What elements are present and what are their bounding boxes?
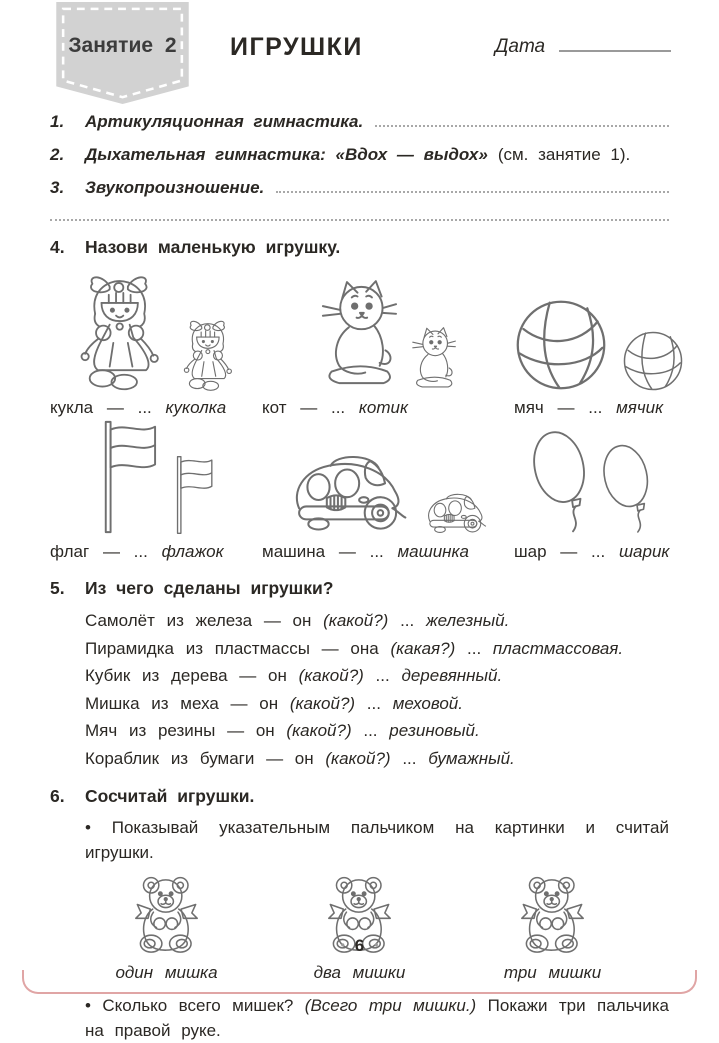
sentence-answer: пластмассовая. <box>492 638 624 658</box>
word-small: машинка <box>397 542 470 561</box>
word-large: машина <box>262 542 326 561</box>
sentence-question: (какой?) <box>325 748 391 768</box>
item-title: Дыхательная гимнастика: «Вдох — выдох» <box>85 145 488 164</box>
balloon-small-illustration <box>602 442 651 536</box>
ellipsis: ... <box>137 398 152 417</box>
bullet-icon: • <box>85 818 91 837</box>
cat-large-illustration <box>320 278 397 392</box>
bear-count-label: три мишки <box>503 963 602 982</box>
item-number: 1. <box>50 112 65 131</box>
pair-label <box>50 398 262 418</box>
counting-bears-row <box>70 873 649 983</box>
pair-label <box>262 542 514 562</box>
dash: — <box>106 398 124 417</box>
warmup-item-3 <box>50 178 669 198</box>
ellipsis: ... <box>588 398 603 417</box>
flag-large-illustration <box>98 418 158 536</box>
word-large: флаг <box>50 542 90 561</box>
date-label: Дата <box>495 36 546 57</box>
pair-images <box>262 424 514 536</box>
pair-balloon <box>514 418 669 562</box>
ellipsis: ... <box>400 611 415 630</box>
material-sentence <box>85 717 669 745</box>
flag-small-illustration <box>172 454 214 536</box>
dotted-writing-line <box>375 125 669 127</box>
sentence-answer: железный. <box>425 611 510 630</box>
ellipsis: ... <box>133 542 148 561</box>
car-large-illustration <box>288 451 410 536</box>
bear-count-label: один мишка <box>115 963 218 982</box>
sentence-answer: бумажный. <box>428 748 515 768</box>
instruction-text: Покажи три пальчика на правой руке. <box>85 996 669 1040</box>
bullet-icon: • <box>85 996 91 1015</box>
ellipsis: ... <box>330 398 346 417</box>
page-footer <box>0 936 719 956</box>
sentence-question: (какая?) <box>390 638 456 658</box>
exercise-5-heading <box>50 578 669 599</box>
sentence-lead: Мишка из меха — он <box>85 693 279 713</box>
pair-label <box>514 542 669 562</box>
ball-small-illustration <box>622 330 684 392</box>
footer-dot-icon: • <box>340 938 345 952</box>
word-large: шар <box>514 542 547 561</box>
instruction-paragraph <box>85 815 669 865</box>
pair-car <box>262 418 514 562</box>
page-title: ИГРУШКИ <box>230 33 363 61</box>
item-title: Звукопроизношение. <box>85 178 265 197</box>
answer-hint-text: (Всего три мишки.) <box>304 996 477 1015</box>
ellipsis: ... <box>467 638 482 658</box>
exercise-title: Назови маленькую игрушку. <box>85 237 341 257</box>
pair-label <box>514 398 684 418</box>
pair-label <box>50 542 262 562</box>
pair-images <box>50 266 262 392</box>
sentence-question: (какой?) <box>298 666 364 685</box>
exercise-6-heading <box>50 786 669 807</box>
sentence-question: (какой?) <box>286 721 352 740</box>
sentence-lead: Кораблик из бумаги — он <box>85 748 314 768</box>
pair-images <box>50 424 262 536</box>
ball-large-illustration <box>514 298 608 392</box>
word-small: куколка <box>165 398 227 417</box>
dash: — <box>300 398 318 417</box>
cat-small-illustration <box>411 326 456 392</box>
dash: — <box>557 398 575 417</box>
pair-images <box>262 266 514 392</box>
word-large: кукла <box>50 398 94 417</box>
bear-one <box>70 873 263 983</box>
word-small: котик <box>358 398 408 417</box>
sentence-lead: Пирамидка из пластмассы — она <box>85 638 379 658</box>
exercise-4-row-1 <box>50 266 669 418</box>
exercise-title: Сосчитай игрушки. <box>85 786 255 806</box>
dash: — <box>102 542 120 561</box>
ellipsis: ... <box>366 693 381 713</box>
date-blank-line <box>559 49 671 52</box>
pair-cat <box>262 266 514 418</box>
sentence-answer: резиновый. <box>389 721 480 740</box>
dash: — <box>560 542 578 561</box>
dotted-writing-line-full <box>50 218 669 221</box>
material-sentence <box>85 690 669 718</box>
doll-large-illustration <box>76 272 167 392</box>
instruction-text: Показывай указательным пальчиком на картинки и считай игрушки. <box>85 818 669 862</box>
material-sentence <box>85 635 669 663</box>
question-text: Сколько всего мишек? <box>102 996 294 1015</box>
doll-small-illustration <box>181 318 237 392</box>
lesson-badge: Занятие 2 <box>68 34 177 57</box>
pair-label <box>262 398 514 418</box>
exercise-4-heading <box>50 237 669 258</box>
exercise-number: 4. <box>50 237 65 257</box>
car-small-illustration <box>424 491 488 536</box>
exercise-number: 6. <box>50 786 65 806</box>
sentence-question: (какой?) <box>289 693 356 713</box>
bear-count-label: два мишки <box>313 963 406 982</box>
word-large: кот <box>262 398 287 417</box>
bear-three <box>456 873 649 983</box>
pair-ball <box>514 266 684 418</box>
pair-doll <box>50 266 262 418</box>
word-large: мяч <box>514 398 544 417</box>
item-title: Артикуляционная гимнастика. <box>85 112 364 131</box>
sentence-question: (какой?) <box>323 611 389 630</box>
material-sentence <box>85 745 669 773</box>
warmup-item-1 <box>50 112 669 132</box>
ellipsis: ... <box>402 748 417 768</box>
ellipsis: ... <box>369 542 384 561</box>
page-number: 6 <box>354 936 365 955</box>
footer-dot-icon: • <box>374 938 379 952</box>
balloon-large-illustration <box>532 428 588 536</box>
exercise-number: 5. <box>50 578 65 598</box>
bear-two <box>263 873 456 983</box>
word-small: мячик <box>616 398 664 417</box>
item-number: 3. <box>50 178 65 197</box>
item-note: (см. занятие 1). <box>497 145 631 164</box>
dotted-writing-line <box>276 191 669 193</box>
exercise-title: Из чего сделаны игрушки? <box>85 578 334 598</box>
sentence-lead: Самолёт из железа — он <box>85 611 312 630</box>
ellipsis: ... <box>375 666 390 685</box>
warmup-item-2 <box>50 145 669 165</box>
pair-flag <box>50 418 262 562</box>
pair-images <box>514 424 669 536</box>
page-header <box>0 0 719 112</box>
sentence-answer: меховой. <box>392 693 463 713</box>
sentence-answer: деревянный. <box>401 666 503 685</box>
material-sentence <box>85 607 669 635</box>
pair-images <box>514 266 684 392</box>
date-field <box>495 36 671 58</box>
sentence-lead: Мяч из резины — он <box>85 721 275 740</box>
item-number: 2. <box>50 145 65 164</box>
dash: — <box>338 542 356 561</box>
material-sentence <box>85 662 669 690</box>
word-small: флажок <box>161 542 224 561</box>
word-small: шарик <box>618 542 670 561</box>
ellipsis: ... <box>591 542 606 561</box>
page-frame-border <box>22 970 697 994</box>
question-paragraph <box>85 993 669 1043</box>
exercise-4-row-2 <box>50 418 669 562</box>
ellipsis: ... <box>363 721 378 740</box>
sentence-lead: Кубик из дерева — он <box>85 666 287 685</box>
